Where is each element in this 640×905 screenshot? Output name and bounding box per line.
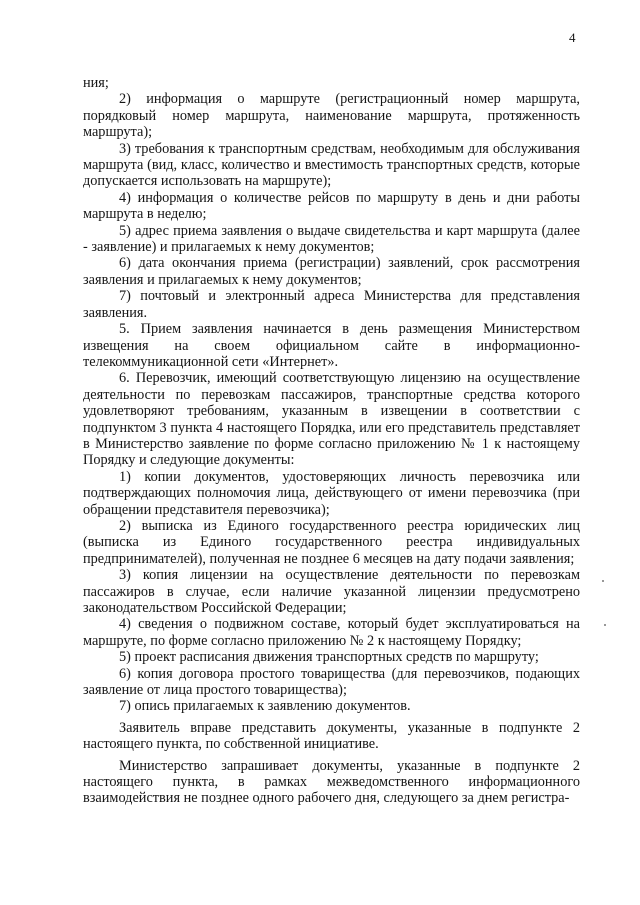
- paragraph: 1) копии документов, удостоверяющих личность перевозчика или подтверждающих полномочия лица, действующего от имени перевозчика (при обращении представителя перевозчика);: [83, 468, 580, 518]
- paragraph: 3) требования к транспортным средствам, необходимым для обслуживания маршрута (вид, класс, количество и вместимость транспортных средств, которые допускается использовать на маршруте);: [83, 140, 580, 190]
- paragraph: Министерство запрашивает документы, указанные в подпункте 2 настоящего пункта, в рамках межведомственного информационного взаимодействия не позднее одного рабочего дня, следующего за днем регистра-: [83, 757, 580, 807]
- paragraph: 7) почтовый и электронный адреса Министерства для представления заявления.: [83, 288, 580, 321]
- paragraph: 4) сведения о подвижном составе, который будет эксплуатироваться на маршруте, по форме согласно приложению № 2 к настоящему Порядку;: [83, 616, 580, 649]
- paragraph: 5) адрес приема заявления о выдаче свидетельства и карт маршрута (далее - заявление) и прилагаемых к нему документов;: [83, 222, 580, 256]
- page-number: 4: [569, 30, 576, 45]
- paragraph: 5. Прием заявления начинается в день размещения Министерством извещения на своем официальном сайте в информационно-телекоммуникационной сети «Интернет».: [83, 321, 580, 370]
- paragraph: 6) копия договора простого товарищества (для перевозчиков, подающих заявление от лица простого товарищества);: [83, 665, 580, 699]
- paragraph: ния;: [83, 75, 109, 91]
- document-body: [83, 75, 580, 807]
- paragraph: 2) информация о маршруте (регистрационный номер маршрута, порядковый номер маршрута, наименование маршрута, протяженность маршрута);: [83, 91, 580, 141]
- scan-speck: [604, 624, 606, 626]
- scan-specks: [600, 580, 608, 640]
- paragraph: 6. Перевозчик, имеющий соответствующую лицензию на осуществление деятельности по перевозкам пассажиров, транспортные средства которого удовлетворяют требованиям, указанным в извещении в соответствии с подпунктом 3 пункта 4 настоящего Порядка, или его представитель представляет в Министерство заявление по форме согласно приложению № 1 к настоящему Порядку и следующие документы:: [83, 370, 580, 469]
- paragraph: 2) выписка из Единого государственного реестра юридических лиц (выписка из Единого государственного реестра индивидуальных предпринимателей), полученная не позднее 6 месяцев на дату подачи заявления;: [83, 517, 580, 567]
- scan-speck: [602, 580, 604, 582]
- paragraph: Заявитель вправе представить документы, указанные в подпункте 2 настоящего пункта, по собственной инициативе.: [83, 719, 580, 753]
- paragraph: 7) опись прилагаемых к заявлению документов.: [119, 698, 411, 715]
- paragraph: 3) копия лицензии на осуществление деятельности по перевозкам пассажиров в случае, если наличие указанной лицензии предусмотрено законодательством Российской Федерации;: [83, 567, 580, 616]
- paragraph: 6) дата окончания приема (регистрации) заявлений, срок рассмотрения заявления и прилагаемых к нему документов;: [83, 255, 580, 288]
- paragraph: 5) проект расписания движения транспортных средств по маршруту;: [119, 649, 539, 666]
- paragraph: 4) информация о количестве рейсов по маршруту в день и дни работы маршрута в неделю;: [83, 189, 580, 223]
